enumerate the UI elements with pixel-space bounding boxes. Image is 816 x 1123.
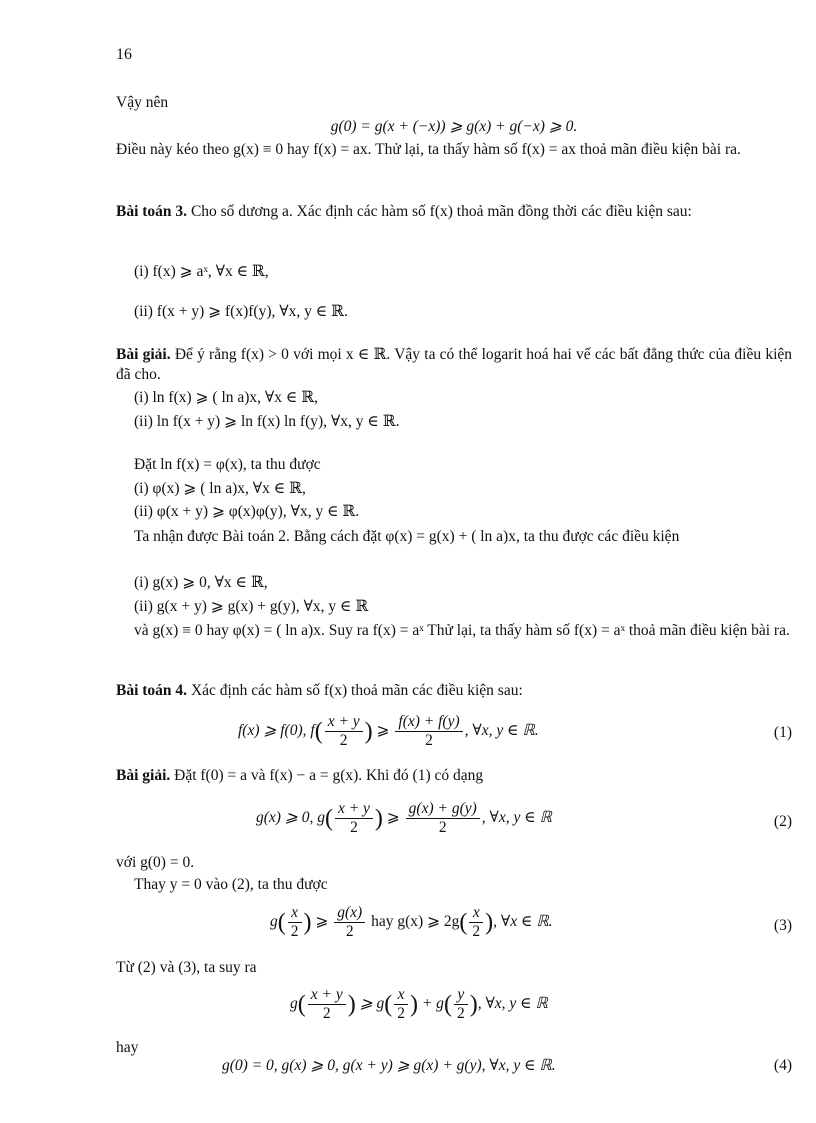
equation-text: g(0) = g(x + (−x)) ⩾ g(x) + g(−x) ⩾ 0. — [330, 118, 578, 135]
equation-part: , ∀x, y ∈ ℝ — [481, 809, 552, 827]
condition-item: (ii) ln f(x + y) ⩾ ln f(x) ln f(y), ∀x, y ∈ ℝ. — [134, 413, 400, 430]
fraction-numerator: x — [288, 904, 302, 923]
equation-number: (1) — [773, 724, 792, 741]
solution-4 — [116, 766, 792, 786]
fraction-denominator: 2 — [322, 1005, 331, 1022]
condition-item: (ii) φ(x + y) ⩾ φ(x)φ(y), ∀x, y ∈ ℝ. — [134, 503, 360, 520]
equation-2: g(x) ⩾ 0, g( $\frac{x + y}{2}$ ) ⩾ $\frac{g(x) + g(y)}{2}$ , ∀x, y ∈ ℝ — [256, 800, 552, 836]
condition-item: (ii) g(x + y) ⩾ g(x) + g(y), ∀x, y ∈ ℝ — [134, 598, 369, 615]
fraction-numerator: g(x) + g(y) — [406, 800, 480, 819]
fraction — [335, 800, 373, 837]
fraction — [325, 713, 363, 750]
condition-item: (i) f(x) ⩾ aˣ, ∀x ∈ ℝ, — [134, 263, 269, 280]
equation-part: , ∀x, y ∈ ℝ. — [464, 722, 539, 740]
fraction — [334, 904, 365, 941]
fraction-numerator: g(x) — [334, 904, 365, 923]
equation-5: g( $\frac{x + y}{2}$ ) ⩾ g( $\frac{x}{2}$ ) + g( $\frac{y}{2}$ ), ∀x, y ∈ ℝ — [290, 986, 548, 1022]
paragraph: Ta nhận được Bài toán 2. Bằng cách đặt φ(x) = g(x) + ( ln a)x, ta thu được các điều kiện — [134, 528, 680, 545]
fraction-numerator: x — [394, 986, 408, 1005]
equation-number: (3) — [773, 917, 792, 934]
equation-number: (4) — [773, 1057, 792, 1074]
page-number: 16 — [116, 46, 132, 63]
equation-part: ⩾ g — [359, 995, 385, 1013]
fraction-denominator: 2 — [345, 923, 354, 940]
text-line: Đặt ln f(x) = φ(x), ta thu được — [134, 456, 321, 473]
fraction-denominator: 2 — [397, 1005, 405, 1022]
fraction-numerator: x + y — [335, 800, 373, 819]
fraction-denominator: 2 — [350, 819, 358, 836]
text-line: với g(0) = 0. — [116, 854, 195, 871]
fraction — [395, 713, 462, 750]
condition-item: (i) φ(x) ⩾ ( ln a)x, ∀x ∈ ℝ, — [134, 480, 306, 497]
solution-4-text: Đặt f(0) = a và f(x) − a = g(x). Khi đó (1) có dạng — [174, 767, 484, 784]
equation-4 — [222, 1056, 556, 1076]
fraction — [308, 986, 346, 1023]
equation — [116, 117, 792, 137]
text-line: hay — [116, 1039, 139, 1056]
solution-3-text: Để ý rằng f(x) > 0 với mọi x ∈ ℝ. Vậy ta có thể logarit hoá hai vế các bất đẳng thức của điều kiện đã cho. — [116, 346, 793, 383]
condition-item: (i) ln f(x) ⩾ ( ln a)x, ∀x ∈ ℝ, — [134, 389, 319, 406]
equation-part: + g — [421, 995, 444, 1013]
condition-item: (i) g(x) ⩾ 0, ∀x ∈ ℝ, — [134, 574, 268, 591]
fraction-numerator: x + y — [308, 986, 346, 1005]
equation-part: ⩾ — [315, 913, 329, 931]
solution-3 — [116, 345, 792, 385]
fraction-numerator: f(x) + f(y) — [395, 713, 462, 732]
equation-part: g — [290, 995, 298, 1013]
paragraph: và g(x) ≡ 0 hay φ(x) = ( ln a)x. Suy ra f(x) = aˣ Thử lại, ta thấy hàm số f(x) = aˣ thoả mãn điều kiện bài ra. — [134, 622, 790, 639]
equation-part: ⩾ — [376, 722, 390, 740]
text-line: Vậy nên — [116, 94, 169, 111]
equation-part: g(x) ⩾ 0, g — [256, 809, 325, 827]
condition-item: (ii) f(x + y) ⩾ f(x)f(y), ∀x, y ∈ ℝ. — [134, 303, 348, 320]
solution-3-title: Bài giải. — [116, 346, 171, 363]
problem-3-text: Cho số dương a. Xác định các hàm số f(x) thoả mãn đồng thời các điều kiện sau: — [190, 203, 692, 220]
fraction — [288, 904, 302, 941]
equation-number: (2) — [773, 813, 792, 830]
equation-3: g( $\frac{x}{2}$ ) ⩾ $\frac{g(x)}{2}$ hay g(x) ⩾ 2g( $\frac{x}{2}$ ), ∀x ∈ ℝ. — [270, 904, 553, 940]
fraction-denominator: 2 — [472, 923, 481, 940]
fraction — [394, 986, 408, 1023]
problem-4 — [116, 681, 792, 701]
equation-1: f(x) ⩾ f(0), f( $\frac{x + y}{2}$ ) ⩾ $\frac{f(x) + f(y)}{2}$ , ∀x, y ∈ ℝ. — [238, 713, 539, 749]
problem-4-title: Bài toán 4. — [116, 682, 188, 699]
fraction-numerator: y — [454, 986, 468, 1005]
fraction-denominator: 2 — [456, 1005, 465, 1022]
fraction-denominator: 2 — [438, 819, 447, 836]
fraction-numerator: x + y — [325, 713, 363, 732]
equation-text: g(0) = 0, g(x) ⩾ 0, g(x + y) ⩾ g(x) + g(y), ∀x, y ∈ ℝ. — [222, 1057, 556, 1074]
equation-part: g — [270, 913, 278, 931]
equation-part: ⩾ — [386, 809, 400, 827]
equation-part: , ∀x ∈ ℝ. — [493, 913, 553, 931]
fraction — [454, 986, 468, 1023]
equation-part: f(x) ⩾ f(0), f — [238, 722, 315, 740]
fraction-denominator: 2 — [290, 923, 299, 940]
fraction-numerator: x — [469, 904, 483, 923]
problem-3-title: Bài toán 3. — [116, 203, 188, 220]
text-line: Thay y = 0 vào (2), ta thu được — [134, 876, 328, 893]
text-line: Từ (2) và (3), ta suy ra — [116, 959, 257, 976]
fraction — [469, 904, 483, 941]
equation-part: , ∀x, y ∈ ℝ — [477, 995, 548, 1013]
problem-4-text: Xác định các hàm số f(x) thoả mãn các điều kiện sau: — [190, 682, 523, 699]
solution-4-title: Bài giải. — [116, 767, 171, 784]
fraction-denominator: 2 — [425, 732, 433, 749]
equation-part: hay g(x) ⩾ 2g — [371, 913, 460, 931]
fraction — [406, 800, 480, 837]
problem-3 — [116, 202, 792, 222]
fraction-denominator: 2 — [339, 732, 348, 749]
paragraph: Điều này kéo theo g(x) ≡ 0 hay f(x) = ax. Thử lại, ta thấy hàm số f(x) = ax thoả mãn điều kiện bài ra. — [116, 141, 741, 158]
